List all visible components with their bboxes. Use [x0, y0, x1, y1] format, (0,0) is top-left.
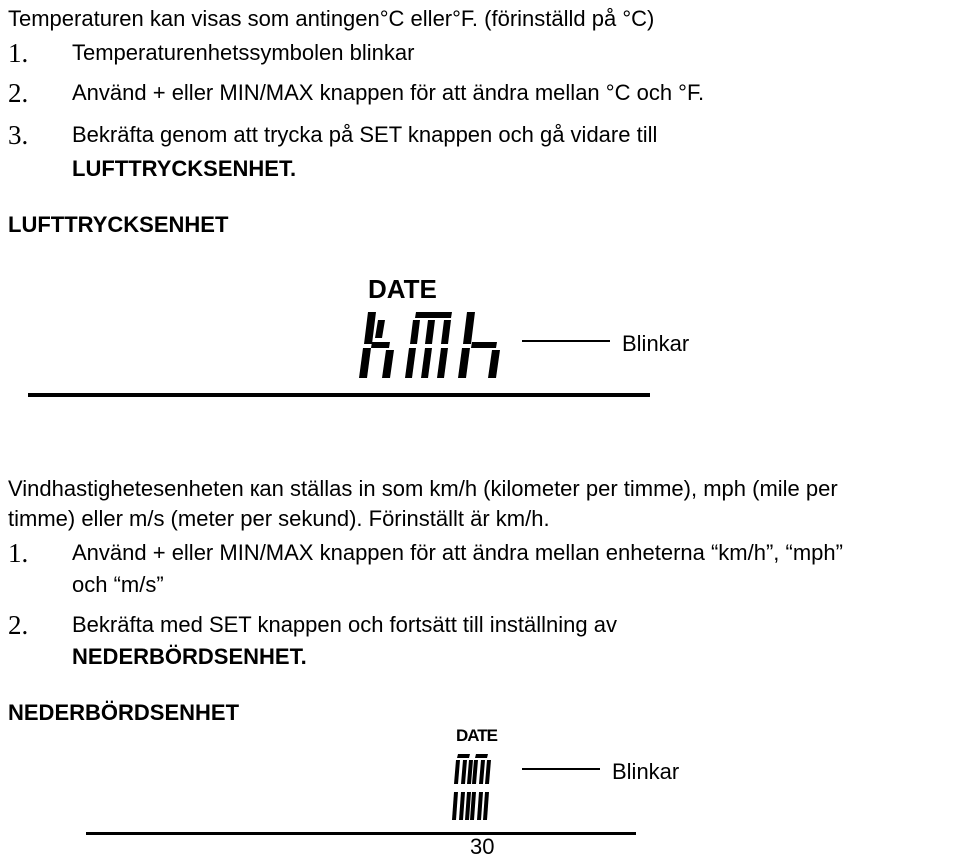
section-heading: LUFTTRYCKSENHET: [8, 212, 229, 237]
step-number: 2.: [8, 610, 29, 640]
display-divider: [86, 832, 636, 835]
paragraph-text: timme) eller m/s (meter per sekund). Förinställt är km/h.: [8, 506, 550, 531]
step-number: 1.: [8, 538, 29, 568]
section-heading: NEDERBÖRDSENHET: [8, 700, 240, 725]
step-text: Använd + eller MIN/MAX knappen för att ändra mellan enheterna “km/h”, “mph”: [72, 540, 843, 565]
step-text: och “m/s”: [72, 572, 164, 597]
page-number: 30: [470, 834, 495, 859]
step-text: Bekräfta genom att trycka på SET knappen och gå vidare till: [72, 122, 658, 147]
step-number: 1.: [8, 38, 29, 68]
step-number: 2.: [8, 78, 29, 108]
step-text: Använd + eller MIN/MAX knappen för att ändra mellan °C och °F.: [72, 80, 705, 105]
step-number: 3.: [8, 120, 29, 150]
lcd-kmh-segment-display: [352, 310, 512, 382]
step-text: Bekräfta med SET knappen och fortsätt till inställning av: [72, 612, 617, 637]
lcd-date-label: DATE: [456, 726, 498, 745]
step-text: NEDERBÖRDSENHET.: [72, 644, 307, 669]
lcd-date-label: DATE: [368, 274, 437, 304]
step-text: Temperaturenhetssymbolen blinkar: [72, 40, 415, 65]
callout-line: [522, 768, 600, 770]
step-text: LUFTTRYCKSENHET.: [72, 156, 297, 181]
lcd-mm-segment-display: [450, 752, 494, 824]
callout-label: Blinkar: [622, 331, 690, 356]
intro-text: Temperaturen kan visas som antingen°C eller°F. (förinställd på °C): [8, 6, 655, 31]
display-divider: [28, 393, 650, 397]
callout-line: [522, 340, 610, 342]
paragraph-text: Vindhastighetesenheten кan ställas in som km/h (kilometer per timme), mph (mile per: [8, 476, 838, 501]
callout-label: Blinkar: [612, 759, 680, 784]
